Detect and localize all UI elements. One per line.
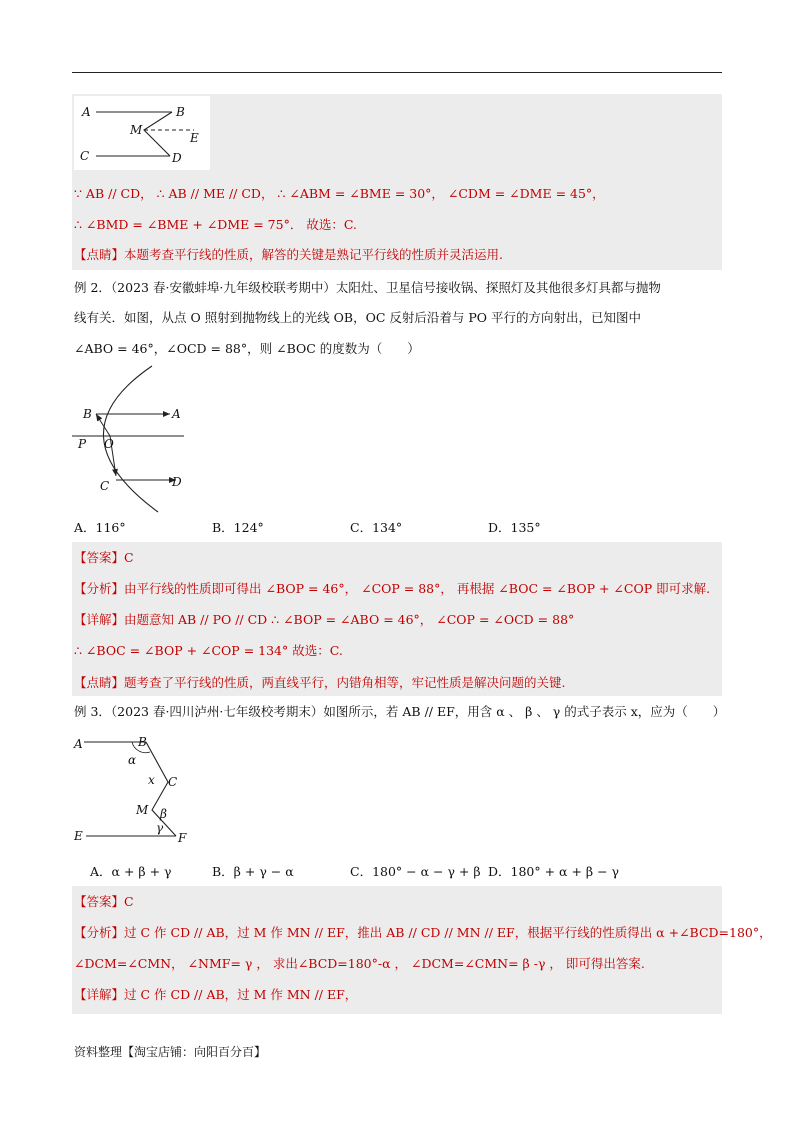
- detail-text: 过 C 作 CD // AB，过 M 作 MN // EF，: [124, 987, 358, 1002]
- label-C: C: [80, 149, 90, 163]
- label-B: B: [138, 735, 147, 749]
- detail2-choose: 故选：C.: [292, 643, 343, 658]
- ex3-option-d: D．180° + α + β − γ: [488, 864, 620, 879]
- ex2-option-c: C．134°: [350, 520, 403, 535]
- ex2-option-d: D．135°: [488, 520, 541, 535]
- ex1-choose: 故选：C.: [306, 217, 357, 232]
- label-O: O: [104, 437, 114, 451]
- label-D: D: [172, 151, 182, 165]
- figure-1: [74, 96, 212, 172]
- ex3-analysis-2: ∠DCM=∠CMN， ∠NMF= γ ， 求出∠BCD=180°-α ， ∠DCM=∠CMN= β -γ ， 即可得出答案.: [74, 956, 645, 971]
- ex3-detail: [74, 986, 357, 1004]
- label-E: E: [190, 131, 199, 145]
- label-C: C: [100, 479, 110, 493]
- answer-value: C: [124, 894, 134, 909]
- label-beta: β: [160, 807, 167, 821]
- header-rule: [72, 72, 722, 73]
- ex3-answer: [74, 893, 134, 911]
- point-text: 本题考查平行线的性质，解答的关键是熟记平行线的性质并灵活运用.: [124, 247, 503, 262]
- detail-tag: 【详解】: [74, 987, 125, 1002]
- label-C: C: [168, 775, 178, 789]
- label-x: x: [148, 773, 155, 787]
- ex3-option-a: A．α + β + γ: [90, 864, 172, 879]
- ex3-question: 例 3．（2023 春·四川泸州·七年级校考期末）如图所示，若 AB // EF，用含 α 、 β 、 γ 的式子表示 x，应为（ ）: [74, 704, 726, 719]
- label-D: D: [172, 475, 182, 489]
- figure-3-zigzag: [72, 732, 202, 848]
- ex3-analysis-1: [74, 924, 772, 942]
- label-M: M: [136, 803, 149, 817]
- label-A: A: [82, 105, 91, 119]
- label-alpha: α: [128, 753, 137, 767]
- label-B: B: [176, 105, 185, 119]
- label-B: B: [83, 407, 92, 421]
- detail-tag: 【详解】: [74, 612, 125, 627]
- analysis-text: 由平行线的性质即可得出 ∠BOP = 46°， ∠COP = 88°， 再根据 ∠BOC = ∠BOP + ∠COP 即可求解.: [124, 581, 711, 596]
- label-gamma: γ: [156, 821, 164, 835]
- ex3-option-c: C．180° − α − γ + β: [350, 864, 481, 879]
- ex1-line2: [74, 216, 357, 234]
- ex2-question-3: ∠ABO = 46°，∠OCD = 88°，则 ∠BOC 的度数为（ ）: [74, 341, 420, 356]
- analysis-text-1: 过 C 作 CD // AB，过 M 作 MN // EF，推出 AB // CD // MN // EF，根据平行线的性质得出 α +∠BCD=180°，: [124, 925, 772, 940]
- label-E: E: [74, 829, 83, 843]
- detail-text: 由题意知 AB // PO // CD ∴ ∠BOP = ∠ABO = 46°， ∠COP = ∠OCD = 88°: [124, 612, 575, 627]
- label-A: A: [172, 407, 181, 421]
- point-tag: 【点睛】: [74, 247, 125, 262]
- ex3-option-b: B．β + γ − α: [212, 864, 294, 879]
- answer-value: C: [124, 550, 134, 565]
- ex2-detail: [74, 611, 574, 629]
- ex1-line1: ∵ AB // CD， ∴ AB // ME // CD， ∴ ∠ABM = ∠BME = 30°， ∠CDM = ∠DME = 45°，: [74, 186, 605, 201]
- label-A: A: [74, 737, 83, 751]
- ex1-point: [74, 246, 503, 264]
- label-P: P: [78, 437, 87, 451]
- answer-tag: 【答案】: [74, 894, 125, 909]
- ex2-answer: [74, 549, 134, 567]
- ex2-option-b: B．124°: [212, 520, 264, 535]
- figure-2-parabola: [72, 364, 192, 514]
- point-tag: 【点睛】: [74, 675, 125, 690]
- detail2-text: ∴ ∠BOC = ∠BOP + ∠COP = 134°: [74, 643, 289, 658]
- analysis-tag: 【分析】: [74, 925, 125, 940]
- ex2-question-2: 线有关．如图，从点 O 照射到抛物线上的光线 OB，OC 反射后沿着与 PO 平行的方向射出，已知图中: [74, 310, 641, 325]
- ex2-analysis: [74, 580, 710, 598]
- page-footer: 资料整理【淘宝店铺：向阳百分百】: [74, 1045, 267, 1059]
- label-M: M: [130, 123, 143, 137]
- ex2-question-1: 例 2．（2023 春·安徽蚌埠·九年级校联考期中）太阳灶、卫星信号接收锅、探照灯及其他很多灯具都与抛物: [74, 280, 661, 295]
- ex2-detail-2: [74, 642, 343, 660]
- point-text: 题考查了平行线的性质，两直线平行，内错角相等，牢记性质是解决问题的关键.: [124, 675, 566, 690]
- ex1-line2a: ∴ ∠BMD = ∠BME + ∠DME = 75°．: [74, 217, 303, 232]
- ex2-option-a: A．116°: [74, 520, 126, 535]
- ex2-point: [74, 674, 566, 692]
- analysis-tag: 【分析】: [74, 581, 125, 596]
- answer-tag: 【答案】: [74, 550, 125, 565]
- label-F: F: [178, 831, 187, 845]
